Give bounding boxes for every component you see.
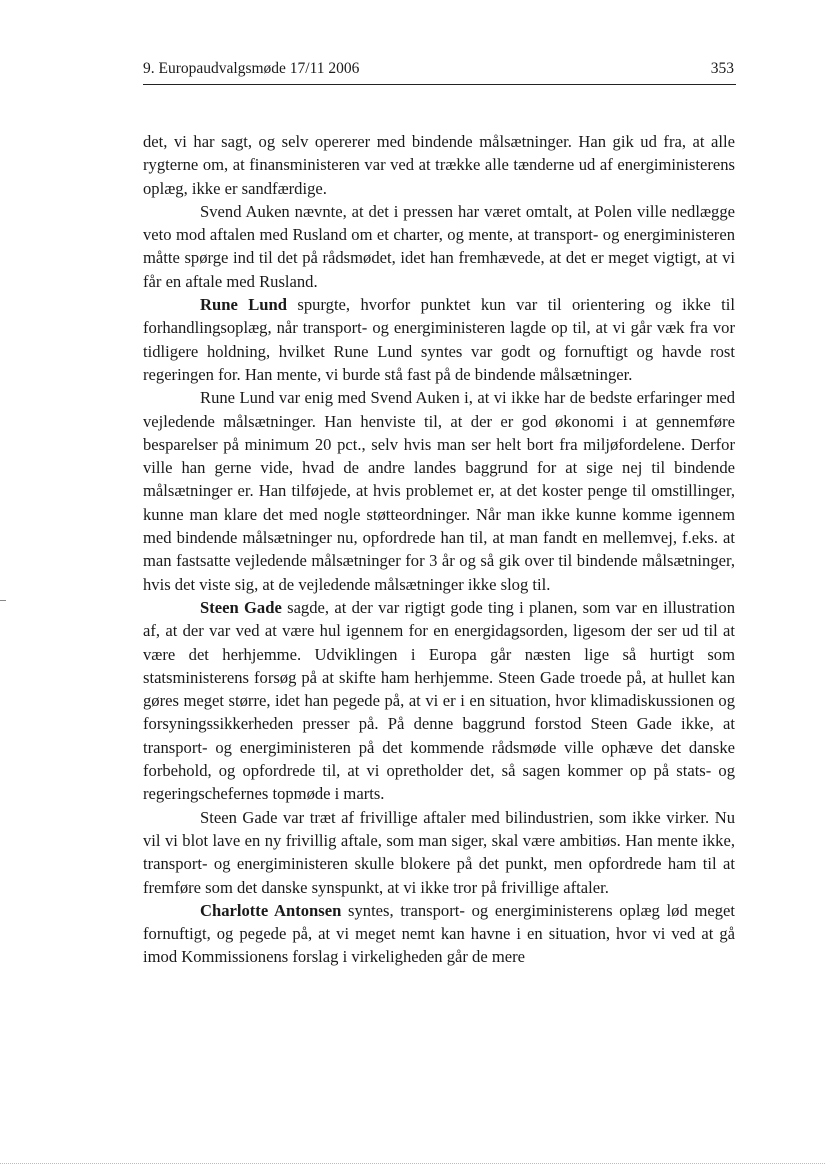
paragraph-text: Svend Auken nævnte, at det i pressen har været omtalt, at Polen ville nedlægge veto mod aftalen med Rusland om et charter, og mente, at transport- og energiministeren måtte spørge ind til det på rådsmødet, idet han fremhævede, at det er meget vigtigt, at vi får en aftale med Rusland.	[143, 201, 735, 291]
running-header	[143, 58, 736, 85]
document-body	[143, 130, 735, 969]
paragraph-text: Rune Lund var enig med Svend Auken i, at vi ikke har de bedste erfaringer med vejledende målsætninger. Han henviste til, at der er god økonomi i at gennemføre besparelser på minimum 20 pct., selv hvis man ser helt bort fra miljøfordelene. Derfor ville han gerne vide, hvad de andre landes baggrund for at sige nej til bindende målsætninger er. Han tilføjede, at hvis problemet er, at det koster penge til omstillinger, kunne man klare det med nogle støtteordninger. Når man ikke kunne komme igennem med bindende målsætninger nu, opfordrede han til, at man fandt en mellemvej, f.eks. at man fastsatte vejledende målsætninger for 3 år og så gik over til bindende målsætninger, hvis det viste sig, at de vejledende målsætninger ikke slog til.	[143, 388, 735, 594]
paragraph-text: sagde, at der var rigtigt gode ting i planen, som var en illustration af, at der var ved at være hul igennem for en energidagsorden, ligesom der ser ud til at være det herhjemme. Udviklingen i Europa går næsten lige så hurtigt som statsministerens forsøg på at skifte ham herhjemme. Steen Gade troede på, at hullet kan gøres meget større, idet han pegede på, at vi er i en situation, hvor klimadiskussionen og forsyningssikkerheden presser på. På denne baggrund forstod Steen Gade ikke, at transport- og energiministeren på det kommende rådsmøde ville ophæve det danske forbehold, og opfordrede til, at vi opretholder det, så sagen kommer op på stats- og regeringschefernes topmøde i marts.	[143, 597, 735, 804]
paragraph	[143, 200, 735, 293]
paragraph	[143, 596, 735, 806]
paragraph	[143, 130, 735, 200]
header-title: 9. Europaudvalgsmøde 17/11 2006	[143, 60, 360, 77]
speaker-name: Rune Lund	[200, 295, 287, 315]
speaker-name: Steen Gade	[200, 597, 282, 617]
paragraph-text: det, vi har sagt, og selv opererer med bindende målsætninger. Han gik ud fra, at alle rygterne om, at finansministeren var ved at trække alle tænderne ud af energiministerens oplæg, ikke er sandfærdige.	[143, 132, 735, 198]
paragraph	[143, 293, 735, 386]
paragraph-text: spurgte, hvorfor punktet kun var til orientering og ikke til forhandlingsoplæg, når transport- og energiministeren lagde op til, at vi går væk fra vor tidligere holdning, hvilket Rune Lund syntes var godt og fornuftigt og havde rost regeringen for. Han mente, vi burde stå fast på de bindende målsætninger.	[143, 295, 735, 384]
paragraph	[143, 386, 735, 596]
speaker-name: Charlotte Antonsen	[200, 900, 342, 920]
scan-bottom-edge	[0, 1163, 825, 1165]
paragraph-text: Steen Gade var træt af frivillige aftaler med bilindustrien, som ikke virker. Nu vil vi blot lave en ny frivillig aftale, som man siger, skal være ambitiøs. Han mente ikke, transport- og energiministeren skulle blokere på det punkt, men opfordrede ham til at fremføre som det danske synspunkt, at vi ikke tror på frivillige aftaler.	[143, 807, 735, 897]
paragraph-text: syntes, transport- og energiministerens oplæg lød meget fornuftigt, og pegede på, at vi meget nemt kan havne i en situation, hvor vi ved at gå imod Kommissionens forslag i virkeligheden går de mere	[143, 900, 735, 967]
page-number: 353	[710, 60, 734, 77]
scan-margin-mark	[0, 600, 6, 601]
paragraph	[143, 806, 735, 899]
paragraph	[143, 899, 735, 969]
